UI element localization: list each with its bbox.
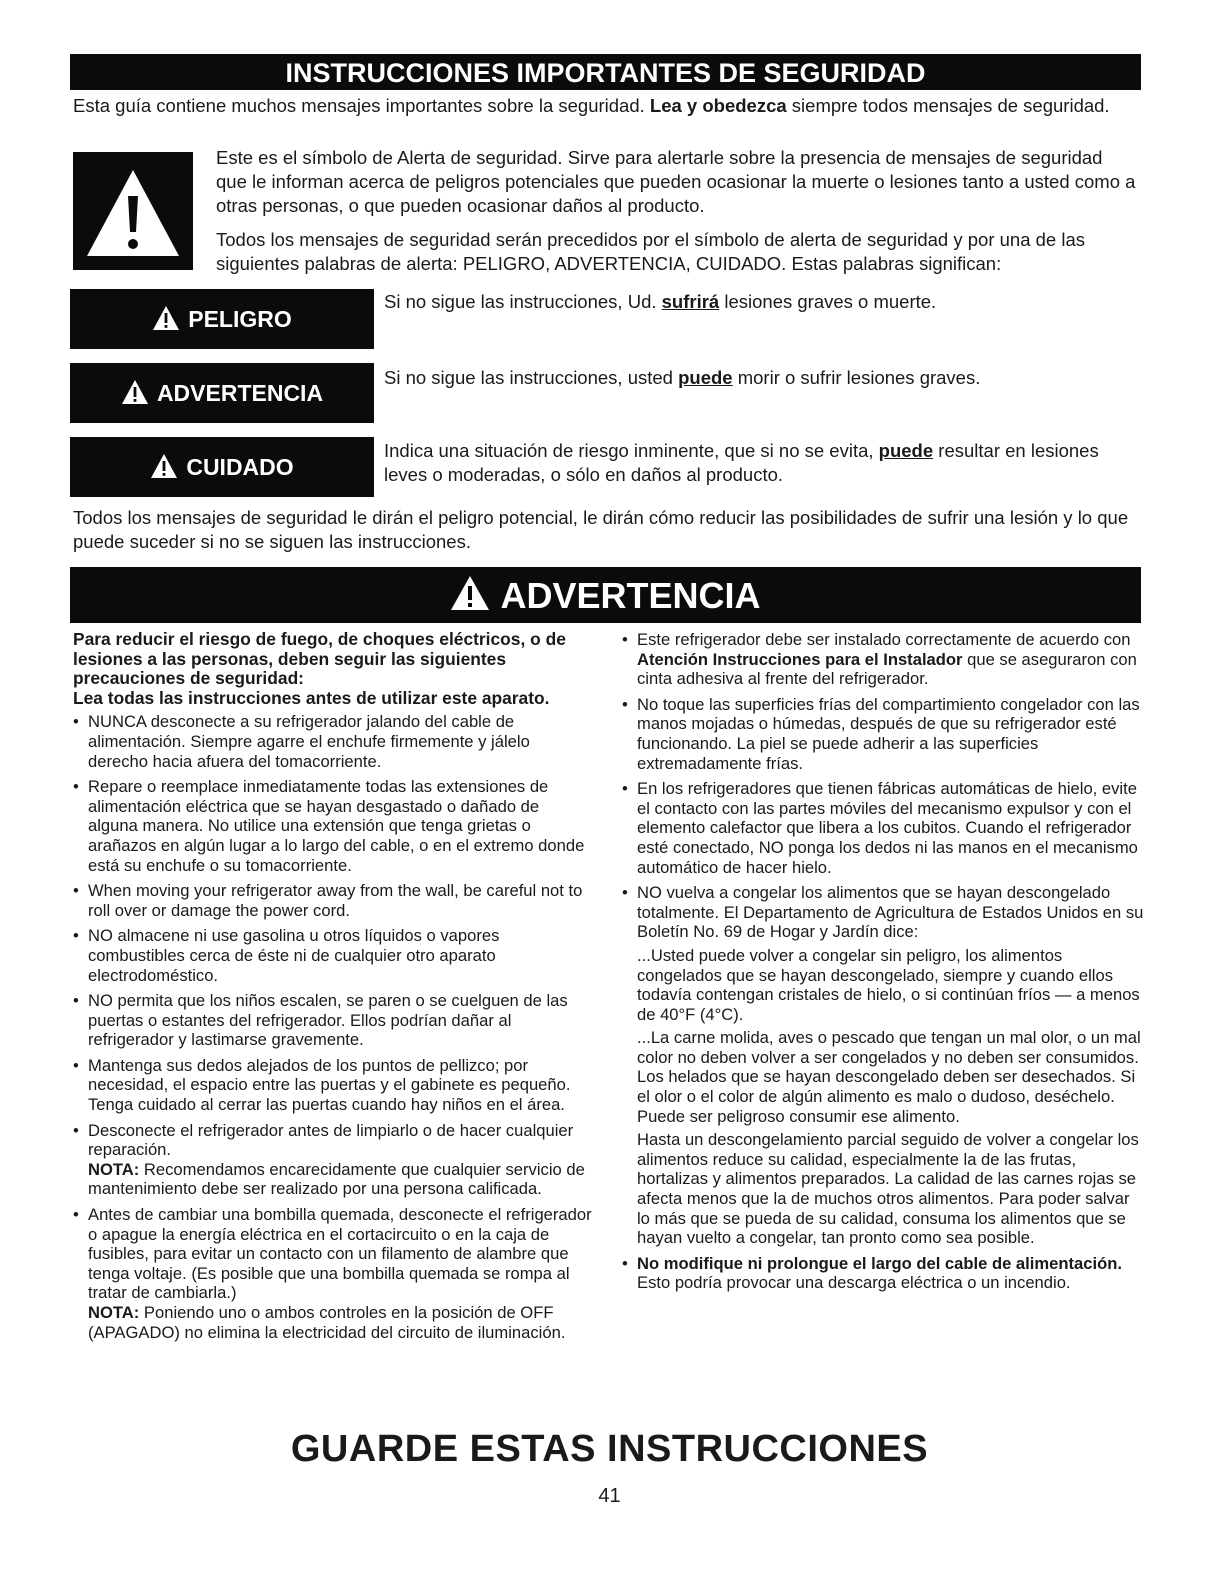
alert-desc-para-2: Todos los mensajes de seguridad serán precedidos por el símbolo de alerta de seguridad y por una de las siguientes palabras de alerta: PELIGRO, ADVERTENCIA, CUIDADO. Estas palabras significan: <box>216 229 1086 274</box>
lead-precautions: Para reducir el riesgo de fuego, de choques eléctricos, o de lesiones a las personas, deben seguir las siguientes precauciones de seguridad: <box>73 629 566 689</box>
note <box>88 1160 593 1199</box>
caution-post: resultar en lesiones leves o moderadas, o sólo en daños al producto. <box>384 440 1099 485</box>
list-item <box>73 1121 593 1199</box>
bullet-text <box>637 630 1144 689</box>
bullet-subparagraph: Hasta un descongelamiento parcial seguido de volver a congelar los alimentos reduce su calidad, especialmente la de las frutas, hortalizas y alimentos preparados. La calidad de las carnes rojas se afecta menos que la de muchos otros alimentos. Para poder salvar lo más que se pueda de su calidad, consuma los alimentos que se hayan vuelto a congelar, tan pronto como sea posible. <box>637 1130 1139 1248</box>
danger-pre: Si no sigue las instrucciones, Ud. <box>384 291 662 312</box>
intro-post: siempre todos mensajes de seguridad. <box>786 95 1110 116</box>
bullet-text: • When moving your refrigerator away from the wall, be careful not to roll over or damage the power cord. <box>88 881 583 920</box>
note-text: Poniendo uno o ambos controles en la posición de OFF (APAGADO) no elimina la electricidad del circuito de iluminación. <box>88 1303 566 1342</box>
right-bullet-list <box>622 630 1144 1293</box>
note-label: NOTA: <box>88 1159 140 1179</box>
signal-label-warning: ADVERTENCIA <box>156 379 324 406</box>
danger-post: lesiones graves o muerte. <box>719 291 937 312</box>
list-item <box>622 1254 1144 1293</box>
list-item <box>73 1205 593 1342</box>
bullet-text: • NO permita que los niños escalen, se paren o se cuelguen de las puertas o estantes del refrigerador. Ellos podrían dañar al refrigerador y lastimarse gravemente. <box>88 991 568 1050</box>
signal-label-danger: PELIGRO <box>188 305 292 332</box>
bullet-text: Esto podría provocar una descarga eléctrica o un incendio. <box>637 1273 1071 1293</box>
danger-emph: sufrirá <box>661 291 720 312</box>
signal-word-warning <box>70 363 374 423</box>
lead-read-instructions: Lea todas las instrucciones antes de utilizar este aparato. <box>73 687 550 708</box>
alert-triangle-icon <box>150 453 178 479</box>
page-number: 41 <box>598 1485 621 1507</box>
alert-triangle-icon <box>450 575 490 611</box>
all-messages-text: Todos los mensajes de seguridad le dirán el peligro potencial, le dirán cómo reducir las posibilidades de sufrir una lesión y lo que puede suceder si no se siguen las instrucciones. <box>73 507 1129 552</box>
list-item <box>622 779 1144 877</box>
list-item <box>73 712 593 771</box>
bullet-text: • Repare o reemplace inmediatamente todas las extensiones de alimentación eléctrica que se hayan desgastado o dañado de alguna manera. No utilice una extensión que tenga grietas o arañazos en algún lugar a lo largo del cable, o en el extremo donde está su enchufe o su tomacorriente. <box>88 777 585 875</box>
alert-triangle-icon <box>121 379 149 405</box>
list-item <box>73 1056 593 1115</box>
intro-pre: Esta guía contiene muchos mensajes importantes sobre la seguridad. <box>73 95 650 116</box>
caution-emph: puede <box>878 440 934 461</box>
bullet-text: • Antes de cambiar una bombilla quemada, desconecte el refrigerador o apague la energía eléctrica en el cortacircuito o en la caja de fusibles, para evitar un contacto con un filamento de alambre que tenga voltaje. (Es posible que una bombilla quemada se rompa al tratar de cambiarla.) <box>88 1205 592 1303</box>
warning-right-column <box>622 630 1144 1299</box>
intro-bold: Lea y obedezca <box>649 95 787 116</box>
signal-text-danger <box>384 290 1134 314</box>
intro-text <box>73 94 1133 118</box>
list-item <box>73 881 593 920</box>
b1-post: que se aseguraron con cinta adhesiva al frente del refrigerador. <box>637 649 1137 689</box>
bullet-text: • No toque las superficies frías del compartimiento congelador con las manos mojadas o húmedas, después de que su refrigerador esté funcionando. La piel se puede adherir a las superficies extremadamente frías. <box>637 694 1140 773</box>
bullet-text: • NO vuelva a congelar los alimentos que se hayan descongelado totalmente. El Departamento de Agricultura de Estados Unidos en su Boletín No. 69 de Hogar y Jardín dice: <box>637 883 1144 942</box>
list-item <box>73 991 593 1050</box>
left-bullet-list <box>73 712 593 1342</box>
signal-text-warning <box>384 366 1134 390</box>
safety-header-banner: INSTRUCCIONES IMPORTANTES DE SEGURIDAD <box>70 54 1141 90</box>
bullet-text: • En los refrigeradores que tienen fábricas automáticas de hielo, evite el contacto con las partes móviles del mecanismo expulsor y con el elemento calefactor que libera a los cubitos. Cuando el refrigerador esté conectado, NO ponga los dedos ni las manos en el mecanismo automático de hacer hielo. <box>637 779 1138 877</box>
bullet-subparagraph: ...Usted puede volver a congelar sin peligro, los alimentos congelados que se hayan descongelado, siempre y cuando ellos todavía contengan cristales de hielo, o si continúan fríos — a menos de 40°F (4°C). <box>637 945 1140 1024</box>
caution-pre: Indica una situación de riesgo inminente, que si no se evita, <box>384 440 879 461</box>
signal-text-caution <box>384 439 1134 487</box>
list-item <box>73 926 593 985</box>
list-item <box>73 777 593 875</box>
bullet-text: • NUNCA desconecte a su refrigerador jalando del cable de alimentación. Siempre agarre el enchufe firmemente y jálelo derecho hacia afuera del tomacorriente. <box>88 712 530 771</box>
alert-triangle-icon <box>152 305 180 331</box>
signal-label-caution: CUIDADO <box>186 453 294 480</box>
bullet-subparagraph: ...La carne molida, aves o pescado que tengan un mal olor, o un mal color no deben volver a ser congelados y no deben ser consumidos. Los helados que se hayan descongelado deben ser desechados. Si el olor o el color de algún alimento es malo o dudoso, deséchelo. Puede ser peligroso consumir ese alimento. <box>637 1028 1141 1126</box>
alert-desc-para-1: Este es el símbolo de Alerta de seguridad. Sirve para alertarle sobre la presencia de mensajes de seguridad que le informan acerca de peligros potenciales que pueden ocasionar la muerte o lesiones tanto a usted como a otras personas, o que pueden ocasionar daños al producto. <box>216 147 1136 216</box>
warning-banner-label: ADVERTENCIA <box>500 575 761 616</box>
bullet-text: • NO almacene ni use gasolina u otros líquidos o vapores combustibles cerca de éste ni de cualquier otro aparato electrodoméstico. <box>88 926 500 985</box>
note-label: NOTA: <box>88 1303 140 1322</box>
bullet-text: • Mantenga sus dedos alejados de los puntos de pellizco; por necesidad, el espacio entre las puertas y el gabinete es pequeño. Tenga cuidado al cerrar las puertas cuando hay niños en el área. <box>88 1055 571 1115</box>
b1-pre: Este refrigerador debe ser instalado correctamente de acuerdo con <box>637 630 1131 649</box>
list-item <box>622 630 1144 689</box>
list-item <box>622 883 1144 1248</box>
warning-pre: Si no sigue las instrucciones, usted <box>384 367 679 388</box>
save-instructions-title: GUARDE ESTAS INSTRUCCIONES <box>290 1428 929 1470</box>
note-text: Recomendamos encarecidamente que cualquier servicio de mantenimiento debe ser realizado por una persona calificada. <box>88 1159 585 1199</box>
warning-banner <box>70 567 1141 623</box>
warning-left-column <box>73 630 593 1348</box>
signal-word-danger <box>70 289 374 349</box>
note <box>88 1303 593 1342</box>
safety-alert-triangle-icon <box>79 160 187 264</box>
alert-symbol-description <box>216 146 1136 286</box>
bullet-text: • Desconecte el refrigerador antes de limpiarlo o de hacer cualquier reparación. <box>88 1120 574 1160</box>
warning-emph: puede <box>678 367 733 388</box>
warning-post: morir o sufrir lesiones graves. <box>732 367 981 388</box>
list-item <box>622 695 1144 773</box>
bullet-bold-text: • No modifique ni prolongue el largo del cable de alimentación. <box>637 1253 1122 1273</box>
b1-bold: Atención Instrucciones para el Instalador <box>637 649 963 669</box>
safety-alert-symbol <box>73 152 193 270</box>
signal-word-caution <box>70 437 374 497</box>
